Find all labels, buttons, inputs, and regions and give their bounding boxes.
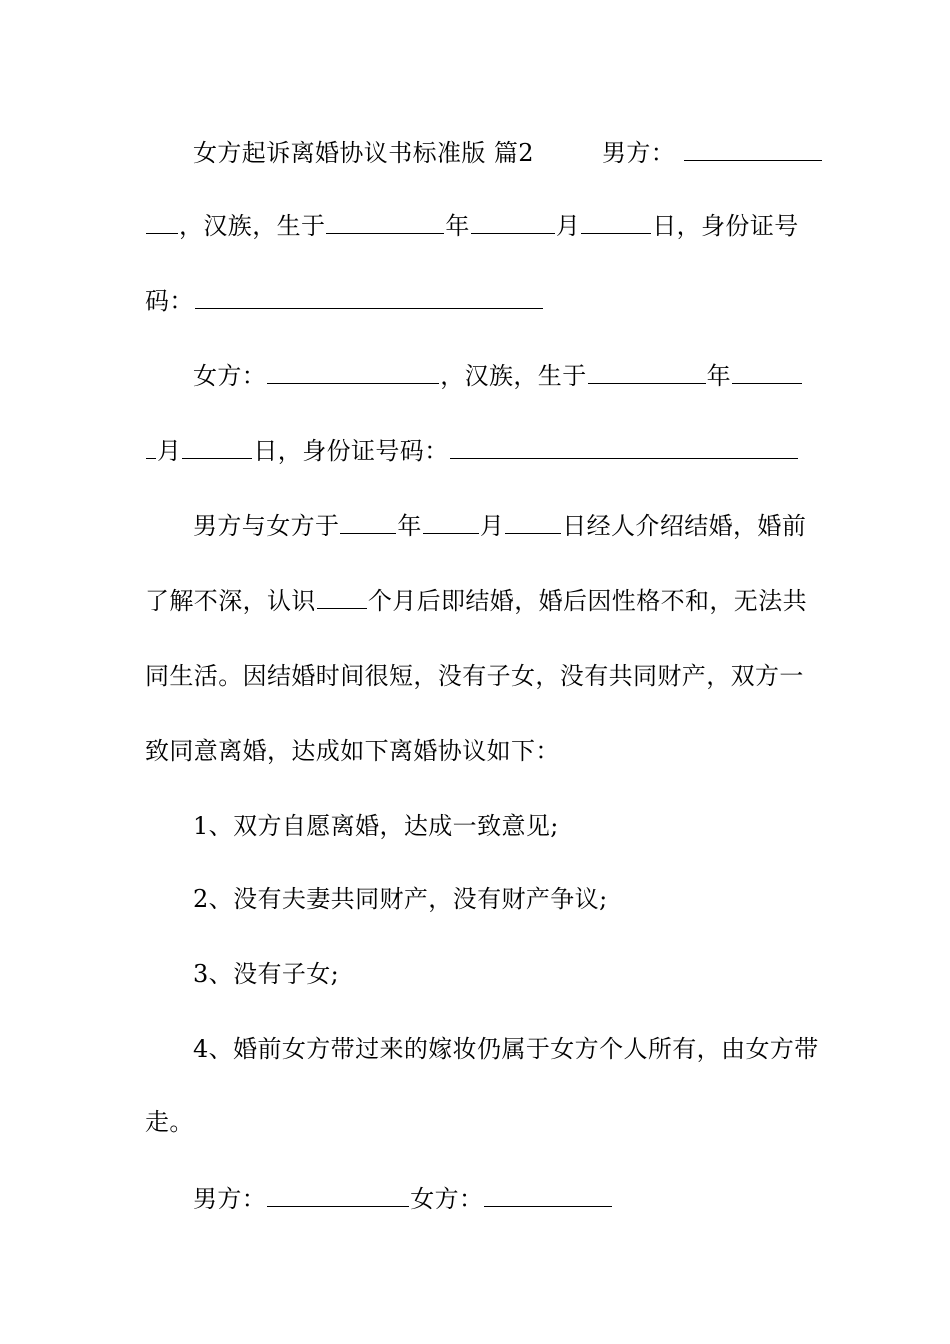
female-id-blank	[450, 436, 798, 459]
marriage-day-blank	[505, 511, 561, 534]
male-birth-day-blank	[581, 211, 651, 234]
months-text: 个月后即结婚，婚后因性格不和，无法共	[367, 587, 808, 615]
female-birth-year-blank	[588, 361, 706, 384]
document-heading: 女方起诉离婚协议书标准版 篇2	[193, 139, 534, 167]
male-birth-year-blank	[326, 211, 444, 234]
female-birth-month-blank	[732, 361, 802, 384]
year-label: 年	[397, 512, 422, 540]
doc-line-7	[145, 585, 810, 617]
marriage-year-blank	[340, 511, 396, 534]
female-day-id-label: 日，身份证号码：	[253, 437, 449, 465]
doc-line-9	[145, 735, 810, 767]
female-label: 女方：	[193, 362, 267, 390]
doc-line-4	[145, 360, 858, 392]
list-item-text: 走。	[145, 1108, 194, 1136]
female-birth-day-blank	[182, 436, 252, 459]
month-label: 月	[157, 437, 182, 465]
paragraph-line: 致同意离婚，达成如下离婚协议如下：	[145, 737, 560, 765]
id-code-label: 码：	[145, 287, 194, 315]
list-item-text: 1、双方自愿离婚，达成一致意见;	[193, 812, 559, 840]
months-known-blank	[317, 586, 367, 609]
acquaintance-text: 了解不深，认识	[145, 587, 316, 615]
marriage-month-blank	[423, 511, 479, 534]
list-item-4-cont	[145, 1106, 810, 1138]
list-item-text: 3、没有子女;	[193, 960, 340, 988]
female-birth-month-blank-cont	[146, 436, 156, 459]
female-ethnicity-birth-text: ，汉族，生于	[440, 362, 587, 390]
male-birth-month-blank	[471, 211, 555, 234]
ethnicity-birth-text: ，汉族，生于	[179, 212, 326, 240]
doc-line-8	[145, 660, 810, 692]
male-name-blank-cont	[146, 211, 178, 234]
doc-line-1	[145, 137, 858, 169]
marriage-intro-text: 日经人介绍结婚，婚前	[562, 512, 807, 540]
male-id-blank	[195, 286, 543, 309]
list-item-text: 4、婚前女方带过来的嫁妆仍属于女方个人所有，由女方带	[193, 1035, 819, 1063]
signature-female-blank	[484, 1184, 612, 1207]
month-label: 月	[479, 512, 505, 540]
female-name-blank	[267, 361, 439, 384]
list-item-text: 2、没有夫妻共同财产，没有财产争议;	[193, 885, 608, 913]
list-item-2	[145, 883, 858, 915]
marriage-date-text: 男方与女方于	[193, 512, 340, 540]
list-item-1	[145, 810, 858, 842]
list-item-4	[145, 1033, 858, 1065]
signature-male-blank	[267, 1184, 409, 1207]
paragraph-line: 同生活。因结婚时间很短，没有子女，没有共同财产，双方一	[145, 662, 804, 690]
doc-line-5	[145, 435, 810, 467]
doc-line-6	[145, 510, 858, 542]
male-name-blank	[684, 138, 822, 161]
signature-male-label: 男方：	[193, 1185, 267, 1213]
signature-line	[145, 1183, 858, 1215]
year-label: 年	[445, 212, 470, 240]
male-label: 男方：	[601, 139, 676, 167]
month-label: 月	[555, 212, 581, 240]
year-label: 年	[706, 362, 732, 390]
list-item-3	[145, 958, 858, 990]
doc-line-2	[145, 210, 810, 242]
day-id-label: 日，身份证号	[652, 212, 799, 240]
doc-line-3	[145, 285, 810, 317]
signature-female-label: 女方：	[410, 1185, 484, 1213]
